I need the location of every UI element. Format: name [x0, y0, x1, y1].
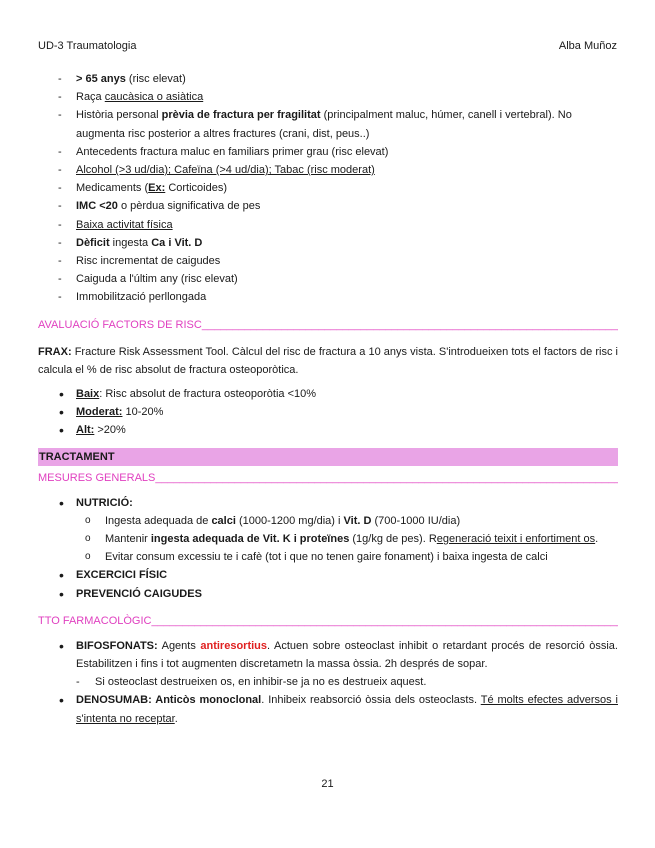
list-item: • BIFOSFONATS: Agents antiresortius. Actuen sobre osteoclast inhibit o retardant procés de resorció òssia. Estabilitzen i fins i tot augmenten discretametn la massa òssia. 2h després de sopar. - Si osteoclast destrueixen os, en inhibir-se ja no es destrueix aquest. [38, 637, 618, 692]
list-item: • PREVENCIÓ CAIGUDES [38, 585, 618, 603]
section-title-mesures: MESURES GENERALS _____ [38, 470, 618, 486]
mesures-list [38, 494, 618, 603]
list-item: - Baixa activitat física [38, 216, 618, 234]
list-item: - Antecedents fractura maluc en familiars primer grau (risc elevat) [38, 143, 618, 161]
frax-paragraph: FRAX: Fracture Risk Assessment Tool. Càlcul del risc de fractura a 10 anys vista. S'introdueixen tots el factors de risc i calcula el % de risc absolut de fractura osteoporòtica. [38, 345, 618, 376]
list-item: • Moderat: 10-20% [38, 403, 618, 421]
sublist-item: o Evitar consum excessiu te i cafè (tot i que no tenen gaire fonament) i baixa ingesta de calci [76, 548, 618, 566]
list-item: - IMC <20 o pèrdua significativa de pes [38, 197, 618, 215]
list-item: - Immobilització perllongada [38, 288, 618, 306]
list-item: - Raça caucàsica o asiàtica [38, 88, 618, 106]
list-item: - > 65 anys (risc elevat) [38, 70, 618, 88]
page-number: 21 [321, 778, 334, 790]
list-item: • DENOSUMAB: Anticòs monoclonal. Inhibeix reabsorció òssia dels osteoclasts. Té molts efectes adversos i s'intenta no receptar. [38, 691, 618, 727]
bifosfonats-sublist [76, 673, 618, 691]
sublist-item: o Ingesta adequada de calci (1000-1200 mg/dia) i Vit. D (700-1000 IU/dia) [76, 512, 618, 530]
section-bar-tractament: TRACTAMENT [38, 448, 618, 466]
nutricio-sublist [76, 512, 618, 567]
page-content [38, 70, 618, 728]
list-item: - Dèficit ingesta Ca i Vit. D [38, 234, 618, 252]
list-item: • Alt: >20% [38, 421, 618, 439]
section-title-tto: TTO FARMACOLÒGIC _____ [38, 613, 618, 629]
list-item: - Història personal prèvia de fractura per fragilitat (principalment maluc, húmer, canell i vertebral). No augmenta risc posterior a altres fractures (crani, dist, peus..) [38, 106, 618, 142]
tto-list [38, 637, 618, 728]
header-author: Alba Muñoz [558, 40, 617, 52]
page-header [38, 40, 617, 52]
list-item: - Caiguda a l'últim any (risc elevat) [38, 270, 618, 288]
risk-factor-list [38, 70, 618, 307]
sublist-item: - Si osteoclast destrueixen os, en inhibir-se ja no es destrueix aquest. [76, 673, 618, 691]
list-item: • EXCERCICI FÍSIC [38, 566, 618, 584]
list-item: • Baix: Risc absolut de fractura osteoporòtia <10% [38, 385, 618, 403]
list-item: - Alcohol (>3 ud/dia); Cafeïna (>4 ud/dia); Tabac (risc moderat) [38, 161, 618, 179]
list-item: • NUTRICIÓ: o Ingesta adequada de calci (1000-1200 mg/dia) i Vit. D (700-1000 IU/dia) o Mantenir ingesta adequada de Vit. K i proteïnes (1g/kg de pes). Regeneració teixit i enfortiment os. o Evitar consum excessiu te i cafè (tot i que no tenen gaire fonament) i baixa ingesta de calci [38, 494, 618, 567]
list-item: - Medicaments (Ex: Corticoides) [38, 179, 618, 197]
header-title: UD-3 Traumatologia [38, 40, 137, 52]
list-item: - Risc incrementat de caigudes [38, 252, 618, 270]
sublist-item: o Mantenir ingesta adequada de Vit. K i proteïnes (1g/kg de pes). Regeneració teixit i enfortiment os. [76, 530, 618, 548]
frax-levels-list [38, 385, 618, 440]
section-title-avaluacio: AVALUACIÓ FACTORS DE RISC _____ [38, 317, 618, 333]
